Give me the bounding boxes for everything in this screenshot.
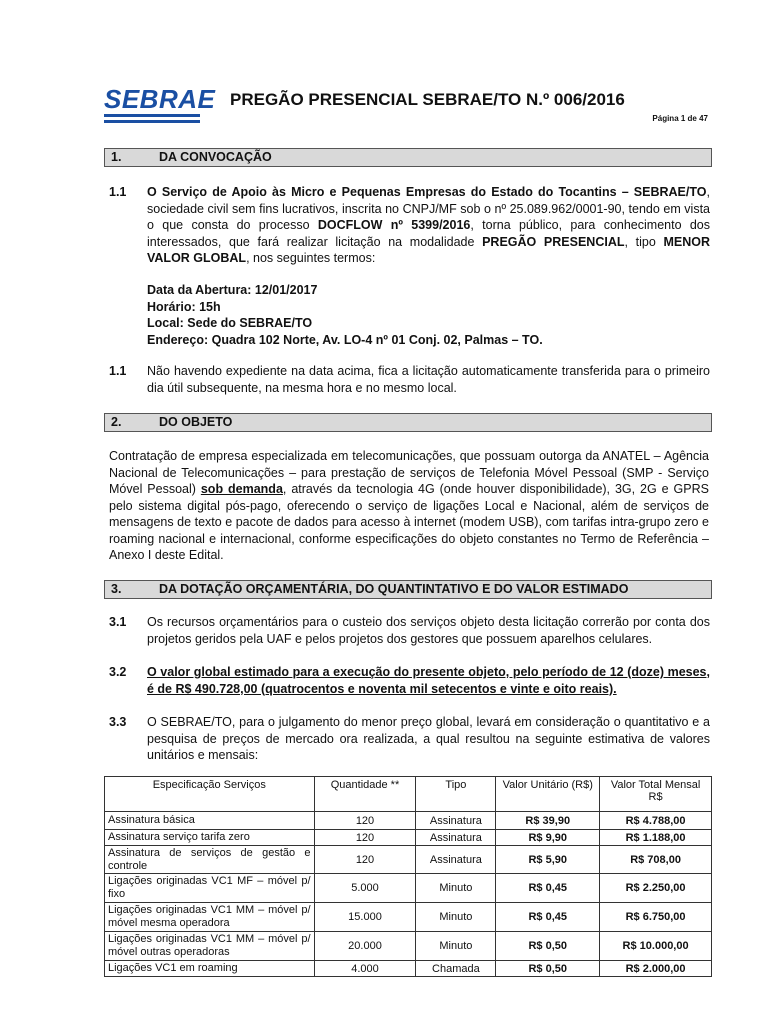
cell-total: R$ 6.750,00 [600,903,712,932]
cell-unit: R$ 0,45 [496,874,600,903]
col-header-type: Tipo [416,777,496,812]
address: Endereço: Quadra 102 Norte, Av. LO-4 nº 01 Conj. 02, Palmas – TO. [147,332,543,347]
section-number: 2. [111,415,122,429]
paragraph-number: 3.2 [109,665,127,679]
cost-estimate-table [104,776,712,977]
paragraph-number: 3.1 [109,615,127,629]
cell-total: R$ 10.000,00 [600,932,712,961]
section-title: DO OBJETO [159,415,233,429]
text: , através da tecnologia 4G (onde houver disponibilidade), 3G, 2G e GPRS pelo sistema digital pós-pago, oferecendo o serviço de ligações Local e Nacional, além de serviços de mensagens de texto e pacote de dados para acesso à internet (modem USB), com tarifas intra-grupo zero e roaming nacional e internacional, conforme especificações do objeto constantes no Termo de Referência – Anexo I deste Edital. [109,482,709,562]
cell-type: Assinatura [416,812,496,830]
cell-qty: 4.000 [314,961,416,977]
paragraph-3-1: Os recursos orçamentários para o custeio dos serviços objeto desta licitação correrão por conta dos projetos geridos pela UAF e pelos projetos dos gestores que possuem aparelhos celulares. [147,615,710,646]
cell-spec: Assinatura serviço tarifa zero [105,830,315,846]
cell-type: Minuto [416,874,496,903]
paragraph-number: 1.1 [109,185,127,199]
text: , nos seguintes termos: [246,251,376,265]
paragraph-3-3: O SEBRAE/TO, para o julgamento do menor preço global, levará em consideração o quantitativo e a pesquisa de preços de mercado ora realizada, a qual resultou na seguinte estimativa de valores unitários e mensais: [147,715,710,762]
cell-qty: 120 [314,846,416,874]
cell-unit: R$ 0,50 [496,932,600,961]
col-header-spec: Especificação Serviços [105,777,315,812]
section-number: 1. [111,150,122,164]
cell-spec: Ligações originadas VC1 MM – móvel p/ móvel mesma operadora [105,903,315,932]
table-row [105,961,712,977]
cell-spec: Assinatura básica [105,812,315,830]
cell-unit: R$ 9,90 [496,830,600,846]
section-number: 3. [111,582,122,596]
paragraph-number: 1.1 [109,364,127,378]
cell-total: R$ 1.188,00 [600,830,712,846]
cell-type: Assinatura [416,830,496,846]
table-row [105,812,712,830]
cell-qty: 120 [314,812,416,830]
text: , torna público, para conhecimento dos interessados, que fará realizar licitação na modalidade [147,218,710,249]
cell-total: R$ 708,00 [600,846,712,874]
logo-text: SEBRAE [104,84,216,114]
paragraph-number: 3.3 [109,715,127,729]
cell-spec: Ligações VC1 em roaming [105,961,315,977]
text: , sociedade civil sem fins lucrativos, inscrita no CNPJ/MF sob o nº 25.089.962/0001-90, tendo em vista o que consta do processo [147,185,710,232]
table-header-row [105,777,712,812]
location: Local: Sede do SEBRAE/TO [147,316,313,330]
text: , tipo [624,234,664,249]
page-number: Página 1 de 47 [652,114,708,123]
bold-text: DOCFLOW nº 5399/2016 [317,218,471,232]
cell-total: R$ 2.250,00 [600,874,712,903]
cell-unit: R$ 0,50 [496,961,600,977]
table-row [105,932,712,961]
table-row [105,846,712,874]
section-title: DA CONVOCAÇÃO [159,150,272,164]
cell-unit: R$ 5,90 [496,846,600,874]
section-title: DA DOTAÇÃO ORÇAMENTÁRIA, DO QUANTINTATIVO E DO VALOR ESTIMADO [159,582,629,596]
cell-qty: 5.000 [314,874,416,903]
table-row [105,874,712,903]
text: Contratação de empresa especializada em telecomunicações, que possuam outorga da ANATEL – Agência Nacional de Telecomunicações – para prestação de serviços de Telefonia Móvel Pessoal (SMP - Serviço Móvel Pessoal) [109,449,709,496]
logo-stripes [104,114,200,126]
event-details [147,282,707,348]
cell-type: Minuto [416,903,496,932]
col-header-unit-value: Valor Unitário (R$) [496,777,600,812]
cell-qty: 120 [314,830,416,846]
bold-text: PREGÃO PRESENCIAL [482,234,625,249]
bold-text: MENOR VALOR GLOBAL [147,234,711,265]
sebrae-logo [104,84,216,130]
cell-total: R$ 4.788,00 [600,812,712,830]
paragraph-1-1 [147,184,710,267]
cell-total: R$ 2.000,00 [600,961,712,977]
cell-spec: Ligações originadas VC1 MF – móvel p/ fixo [105,874,315,903]
opening-date: Data da Abertura: 12/01/2017 [147,283,318,297]
table-row [105,830,712,846]
col-header-qty: Quantidade ** [314,777,416,812]
cell-spec: Assinatura de serviços de gestão e controle [105,846,315,874]
cell-unit: R$ 39,90 [496,812,600,830]
cell-type: Assinatura [416,846,496,874]
section-header-2 [104,413,712,432]
cell-spec: Ligações originadas VC1 MM – móvel p/ móvel outras operadoras [105,932,315,961]
section-header-3 [104,580,712,599]
document-title: PREGÃO PRESENCIAL SEBRAE/TO N.º 006/2016 [230,90,625,109]
paragraph-1-2: Não havendo expediente na data acima, fica a licitação automaticamente transferida para o primeiro dia útil subsequente, na mesma hora e no mesmo local. [147,364,710,395]
table-row [105,903,712,932]
cell-unit: R$ 0,45 [496,903,600,932]
cell-qty: 20.000 [314,932,416,961]
bold-underlined-text: sob demanda [200,482,283,496]
opening-time: Horário: 15h [147,299,221,314]
paragraph-3-2: O valor global estimado para a execução do presente objeto, pelo período de 12 (doze) meses, é de R$ 490.728,00 (quatrocentos e noventa mil setecentos e vinte e oito reais). [147,665,710,696]
col-header-total-value: Valor Total Mensal R$ [600,777,712,812]
section-header-1 [104,148,712,167]
cell-qty: 15.000 [314,903,416,932]
cell-type: Chamada [416,961,496,977]
bold-text: O Serviço de Apoio às Micro e Pequenas Empresas do Estado do Tocantins – SEBRAE/TO [147,185,707,199]
cell-type: Minuto [416,932,496,961]
object-paragraph [109,448,709,564]
